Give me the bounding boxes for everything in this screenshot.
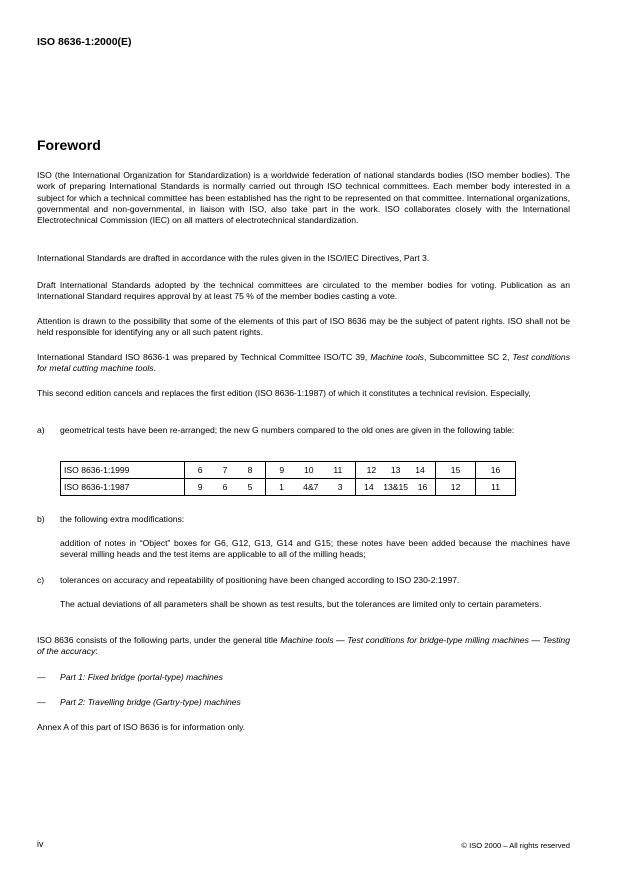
table-value: 12 — [436, 479, 476, 496]
page-number: iv — [37, 839, 44, 849]
table-value: 6 — [197, 465, 203, 475]
table-value: 9 — [279, 465, 285, 475]
table-value: 3 — [337, 482, 343, 492]
tc-title-machine-tools: Machine tools — [370, 352, 424, 362]
paragraph-directives: International Standards are drafted in accordance with the rules given in the ISO/IEC Directives, Part 3. — [37, 253, 430, 263]
table-value: 13 — [390, 465, 401, 475]
table-value: 11 — [333, 465, 343, 475]
table-value: 14 — [415, 465, 425, 475]
tc-text-1: International Standard ISO 8636-1 was prepared by Technical Committee ISO/TC 39, — [37, 352, 371, 362]
table-value: 16 — [417, 482, 428, 492]
tc-title-test-conditions: Test conditions for metal cutting machine tools — [37, 352, 570, 374]
paragraph-second-edition: This second edition cancels and replaces the first edition (ISO 8636-1:1987) of which it constitutes a technical revision. Especially, — [37, 388, 531, 398]
list-subtext-c: The actual deviations of all parameters shall be shown as test results, but the tolerances are limited only to certain parameters. — [60, 599, 542, 609]
list-text-b: the following extra modifications: — [60, 514, 185, 524]
table-value: 9 — [197, 482, 203, 492]
paragraph-patent-rights: Attention is drawn to the possibility that some of the elements of this part of ISO 8636 may be the subject of patent rights. ISO shall not be held responsible for identifying any or all such patent rights. — [37, 316, 570, 338]
part-2-title: Part 2: Travelling bridge (Gartry-type) machines — [60, 697, 241, 707]
g-number-comparison-table — [60, 461, 516, 496]
table-value: 12 — [366, 465, 377, 475]
table-value: 16 — [476, 462, 516, 479]
table-row-label: ISO 8636-1:1987 — [61, 479, 185, 496]
part-1-title: Part 1: Fixed bridge (portal-type) machines — [60, 672, 223, 682]
table-value: 4&7 — [303, 482, 319, 492]
table-cell-group — [266, 462, 356, 479]
document-id: ISO 8636-1:2000(E) — [37, 36, 132, 48]
part-1-dash: — — [37, 672, 46, 682]
copyright-notice: © ISO 2000 – All rights reserved — [461, 841, 570, 850]
table-value: 7 — [222, 465, 228, 475]
list-text-c: tolerances on accuracy and repeatability of positioning have been changed according to ISO 230-2:1997. — [60, 575, 460, 585]
part-2-dash: — — [37, 697, 46, 707]
paragraph-annex: Annex A of this part of ISO 8636 is for information only. — [37, 722, 246, 732]
table-value: 15 — [436, 462, 476, 479]
paragraph-iso-federation: ISO (the International Organization for Standardization) is a worldwide federation of national standards bodies (ISO member bodies). The work of preparing International Standards is normally carried out through ISO technical committees. Each member body interested in a subject for which a technical committee has been established has the right to be represented on that committee. International organizations, governmental and non-governmental, in liaison with ISO, also take part in the work. ISO collaborates closely with the International Electrotechnical Commission (IEC) on all matters of electrotechnical standardization. — [37, 170, 570, 226]
tc-text-3: . — [153, 363, 156, 374]
table-value: 13&15 — [383, 482, 409, 492]
parts-intro-colon: : — [95, 646, 98, 657]
table-value: 11 — [476, 479, 516, 496]
table-value: 8 — [247, 465, 253, 475]
list-subtext-b: addition of notes in “Object” boxes for G6, G12, G13, G14 and G15; these notes have been added because the machines have several milling heads and the test items are applicable to all of the milling heads; — [60, 538, 570, 560]
table-row — [61, 462, 516, 479]
table-value: 10 — [303, 465, 314, 475]
list-text-a: geometrical tests have been re-arranged; the new G numbers compared to the old ones are given in the following table: — [60, 425, 515, 435]
table-value: 14 — [364, 482, 374, 492]
table-value: 5 — [247, 482, 253, 492]
table-cell-group — [266, 479, 356, 496]
table-value: 1 — [279, 482, 284, 492]
parts-intro-text: ISO 8636 consists of the following parts, under the general title — [37, 635, 281, 645]
paragraph-parts-intro — [37, 635, 570, 658]
table-cell-group — [356, 479, 436, 496]
list-label-a: a) — [37, 425, 45, 435]
table-value: 6 — [222, 482, 228, 492]
table-cell-group — [356, 462, 436, 479]
list-label-c: c) — [37, 575, 45, 585]
list-label-b: b) — [37, 514, 45, 524]
table-cell-group — [184, 462, 266, 479]
table-row-label: ISO 8636-1:1999 — [61, 462, 185, 479]
parts-general-title: Machine tools — Test conditions for bridge-type milling machines — Testing of the accuracy — [37, 635, 570, 657]
paragraph-voting: Draft International Standards adopted by the technical committees are circulated to the member bodies for voting. Publication as an International Standard requires approval by at least 75 % of the member bodies casting a vote. — [37, 280, 570, 302]
paragraph-technical-committee — [37, 352, 570, 375]
tc-text-2: , Subcommittee SC 2, — [423, 352, 513, 362]
table-row — [61, 479, 516, 496]
page-title: Foreword — [37, 137, 101, 153]
table-cell-group — [184, 479, 266, 496]
